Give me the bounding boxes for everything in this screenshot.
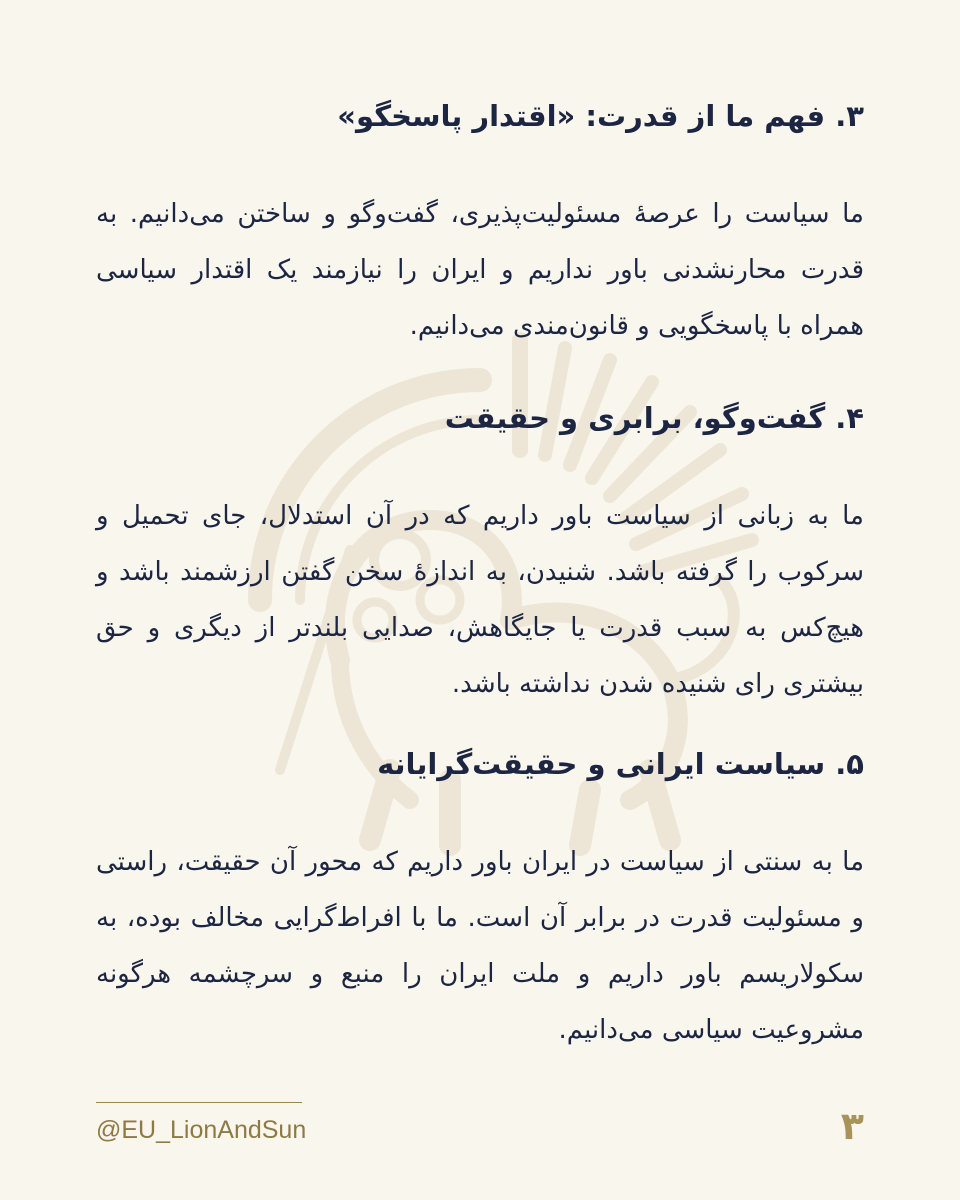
document-body [96, 0, 864, 1200]
section-5-body: ما به سنتی از سیاست در ایران باور داریم که محور آن حقیقت، راستی و مسئولیت قدرت در برابر آن است. ما با افراط‌گرایی مخالف بوده، به سکولاریسم باور داریم و ملت ایران را منبع و سرچشمه هرگونه مشروعیت سیاسی می‌دانیم. [96, 847, 864, 1045]
section-3-body: ما سیاست را عرصهٔ مسئولیت‌پذیری، گفت‌وگو و ساختن می‌دانیم. به قدرت محارنشدنی باور نداریم و ایران را نیازمند یک اقتدار سیاسی همراه با پاسخگویی و قانون‌مندی می‌دانیم. [96, 199, 864, 341]
footer-divider [96, 1102, 302, 1103]
social-handle: @EU_LionAndSun [96, 1116, 307, 1144]
page-number: ۳ [840, 1104, 864, 1148]
section-4-body: ما به زبانی از سیاست باور داریم که در آن استدلال، جای تحمیل و سرکوب را گرفته باشد. شنیدن، به اندازهٔ سخن گفتن ارزشمند باشد و هیچ‌کس به سبب قدرت یا جایگاهش، صدایی بلندتر از دیگری و حق بیشتری رای شنیده شدن نداشته باشد. [96, 501, 864, 699]
section-3-title: ۳. فهم ما از قدرت: «اقتدار پاسخگو» [337, 99, 864, 133]
section-4-title: ۴. گفت‌وگو، برابری و حقیقت [444, 401, 864, 435]
section-5-title: ۵. سیاست ایرانی و حقیقت‌گرایانه [377, 747, 864, 781]
